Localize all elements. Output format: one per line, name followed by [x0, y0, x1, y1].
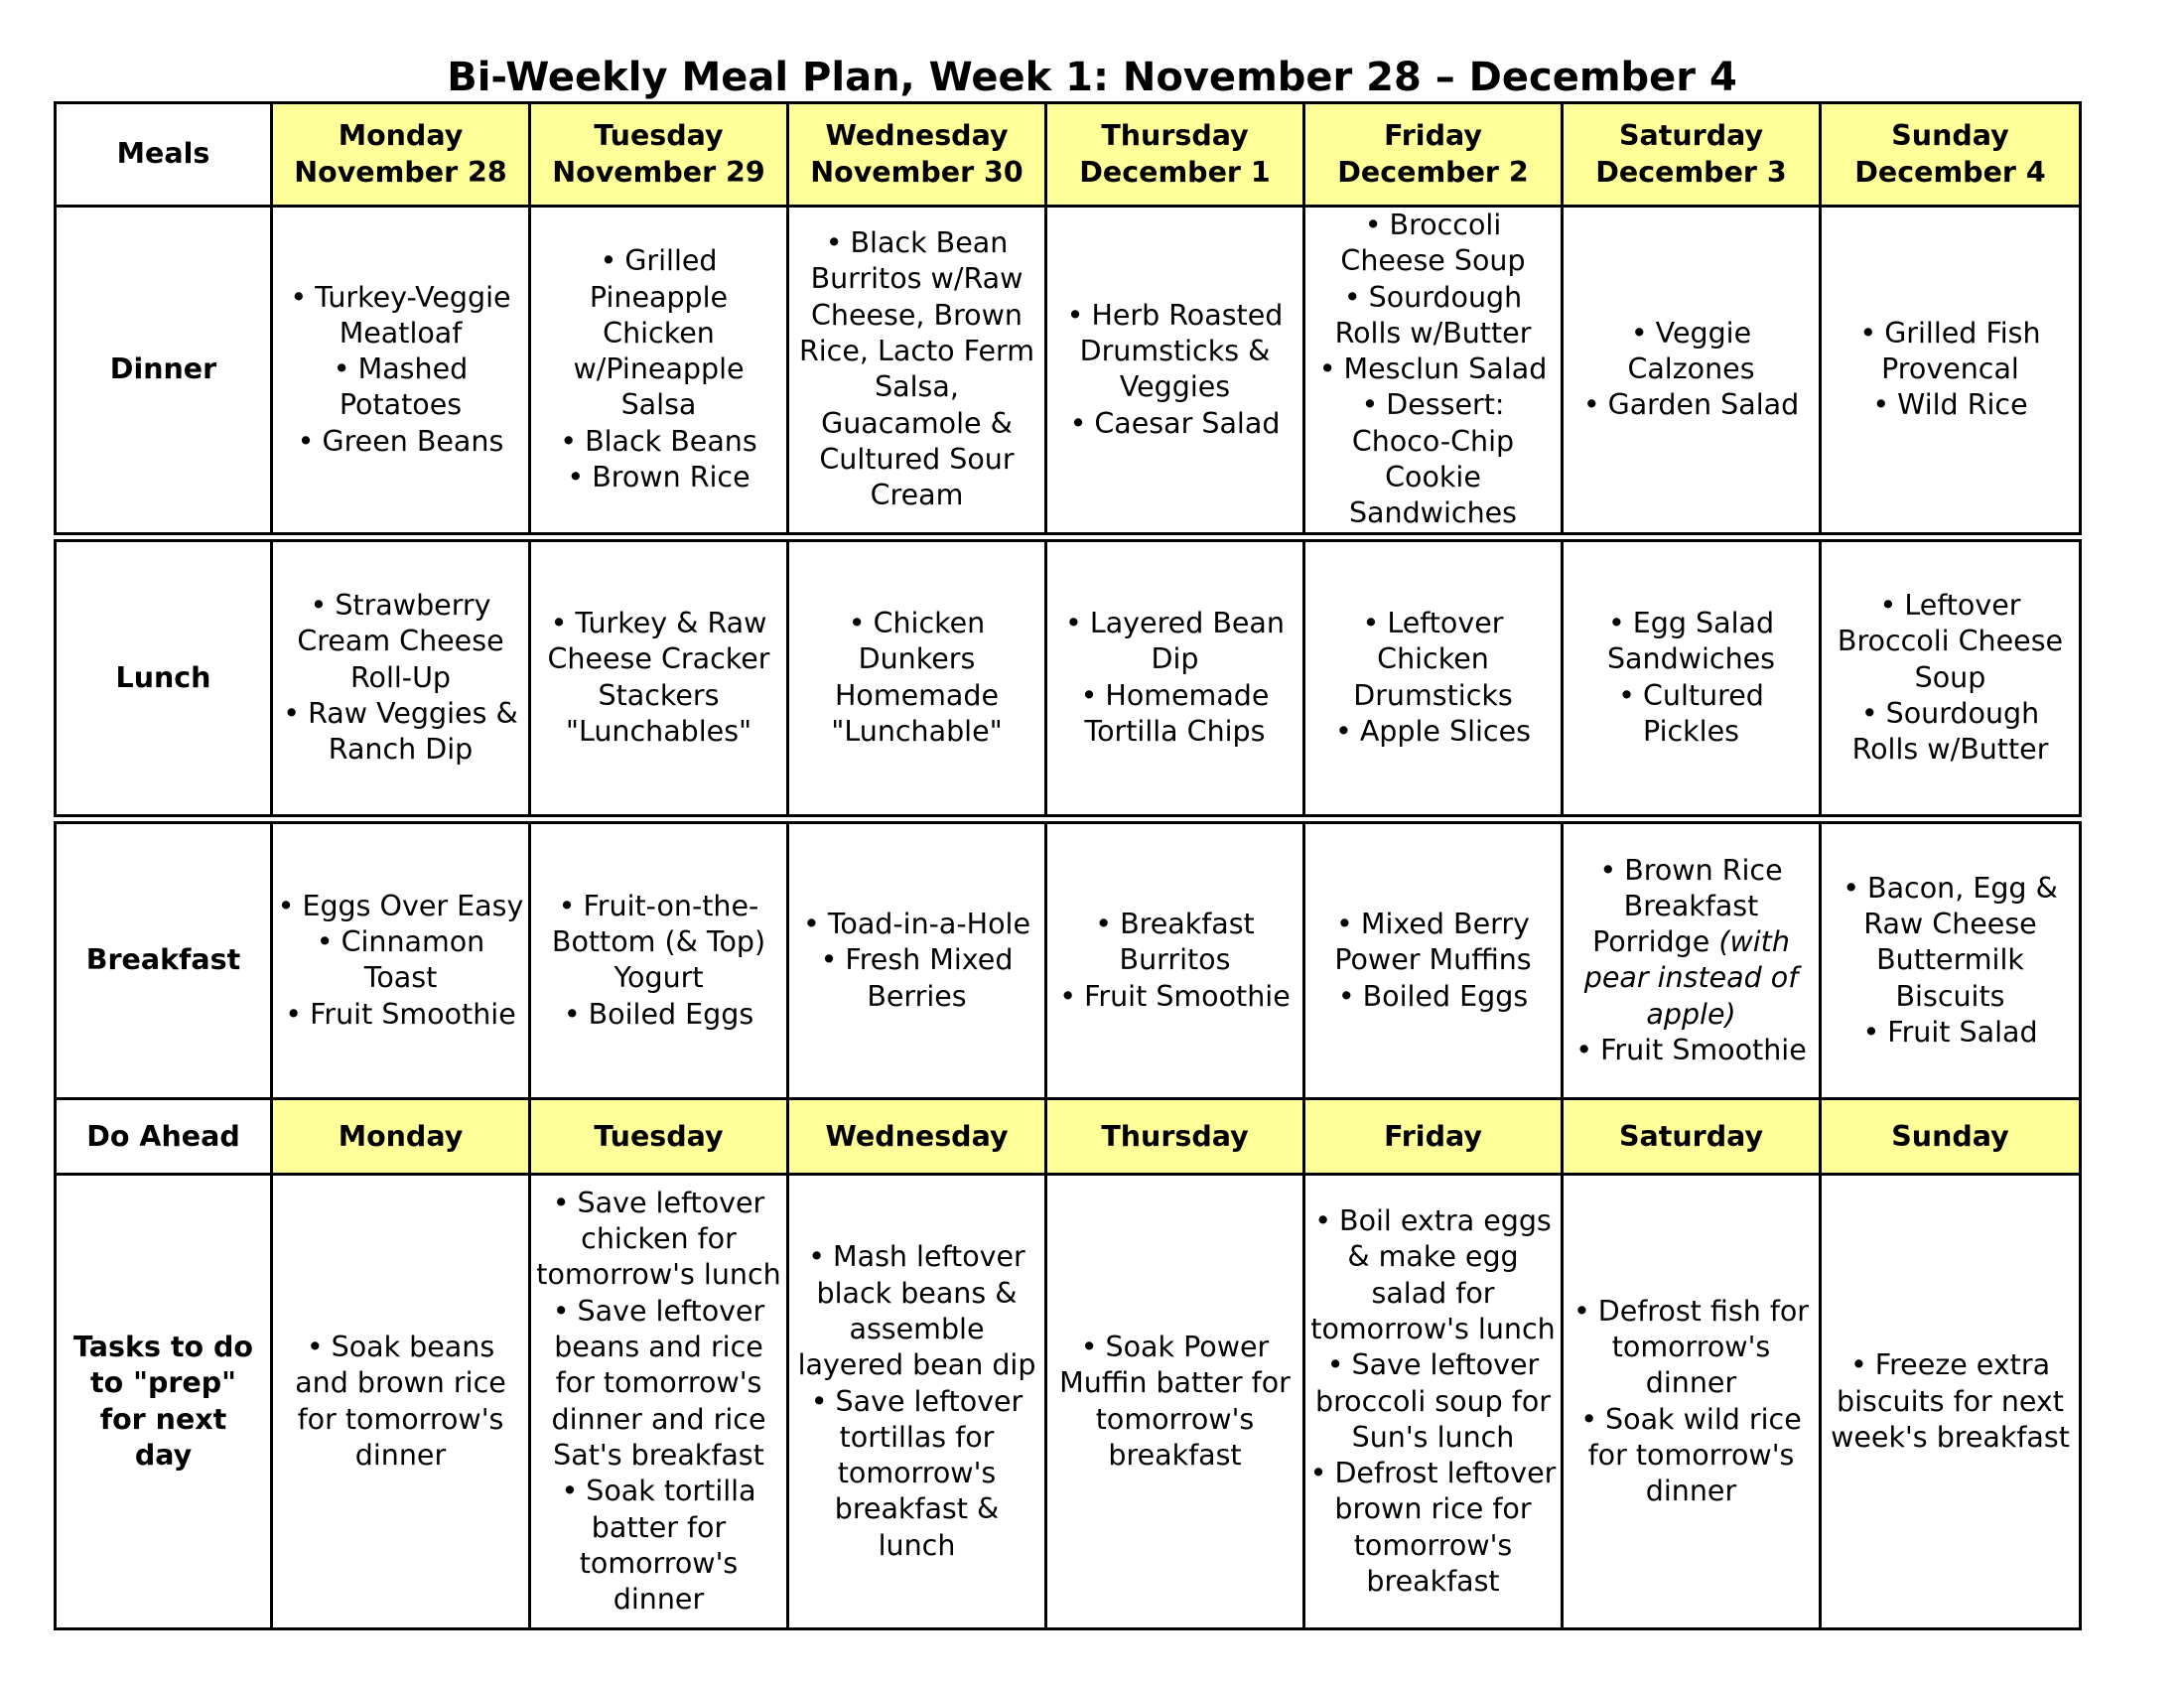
- item-text: Herb Roasted Drumsticks & Veggies: [1079, 298, 1284, 404]
- meal-item: [535, 243, 782, 423]
- bullet-icon: •: [1582, 388, 1600, 422]
- item-text: Defrost leftover brown rice for tomorrow's breakfast: [1334, 1457, 1557, 1598]
- task-item: [535, 1474, 782, 1618]
- meal-cell: [1821, 819, 2081, 1099]
- meal-item: [1309, 280, 1557, 352]
- day-name: Sunday: [1891, 119, 2009, 153]
- item-text: Brown Rice Breakfast Porridge: [1592, 853, 1783, 959]
- cell-content: [789, 225, 1044, 513]
- bullet-icon: •: [1872, 388, 1890, 422]
- day-header: [788, 103, 1046, 207]
- bullet-icon: •: [558, 889, 576, 922]
- item-text: Sourdough Rolls w/Butter: [1851, 696, 2049, 767]
- item-text: Mash leftover black beans & assemble layered bean dip: [797, 1240, 1036, 1382]
- item-text: Raw Veggies & Ranch Dip: [308, 696, 518, 767]
- item-text: Grilled Fish Provencal: [1881, 316, 2041, 386]
- bullet-icon: •: [290, 280, 308, 314]
- task-item: [1309, 1456, 1557, 1600]
- meal-item: [535, 606, 782, 750]
- item-text: Fresh Mixed Berries: [845, 943, 1014, 1013]
- item-text: Wild Rice: [1897, 388, 2028, 422]
- bullet-icon: •: [310, 588, 328, 622]
- meal-item: [277, 280, 524, 352]
- item-text: Fruit Smoothie: [1600, 1034, 1807, 1067]
- meal-cell: [788, 537, 1046, 819]
- cell-content: [1305, 606, 1561, 750]
- item-text: Soak beans and brown rice for tomorrow's dinner: [295, 1331, 506, 1472]
- meal-item: [1826, 1015, 2075, 1051]
- item-text: Boiled Eggs: [1362, 979, 1529, 1013]
- item-text: Defrost fish for tomorrow's dinner: [1597, 1294, 1810, 1400]
- bullet-icon: •: [1859, 316, 1877, 350]
- item-text: Caesar Salad: [1094, 406, 1281, 440]
- day-date: December 4: [1854, 155, 2046, 189]
- meal-item: [1309, 387, 1557, 531]
- cell-content: [1564, 1294, 1819, 1510]
- bullet-icon: •: [1080, 678, 1098, 712]
- task-item: [535, 1186, 782, 1294]
- item-text: Chicken Dunkers Homemade "Lunchable": [831, 607, 1003, 748]
- cell-content: [1047, 298, 1302, 442]
- day-name: Friday: [1384, 119, 1482, 153]
- bullet-icon: •: [550, 607, 568, 640]
- item-text: Sourdough Rolls w/Butter: [1334, 280, 1532, 350]
- bullet-icon: •: [567, 461, 585, 494]
- meal-cell: [272, 207, 530, 537]
- do-ahead-day: Friday: [1304, 1099, 1563, 1175]
- bullet-icon: •: [1575, 1034, 1593, 1067]
- meal-cell: [1563, 207, 1821, 537]
- item-text: Save leftover chicken for tomorrow's lunch: [536, 1186, 781, 1292]
- cell-content: [789, 907, 1044, 1015]
- meal-item: [793, 942, 1040, 1015]
- item-text: Eggs Over Easy: [302, 889, 524, 922]
- task-item: [535, 1294, 782, 1474]
- item-text: Fruit Smoothie: [1084, 979, 1291, 1013]
- cell-content: [531, 606, 786, 750]
- bullet-icon: •: [1336, 907, 1353, 940]
- meal-item: [1568, 606, 1815, 678]
- bullet-icon: •: [1599, 853, 1617, 887]
- meal-item: [535, 997, 782, 1033]
- cell-content: [1047, 907, 1302, 1015]
- meal-cell: [1304, 207, 1563, 537]
- bullet-icon: •: [1066, 298, 1084, 332]
- cell-content: [1047, 606, 1302, 750]
- cell-content: [531, 889, 786, 1033]
- date-header-row: [56, 103, 2081, 207]
- meal-item: [277, 997, 524, 1033]
- day-header: [1563, 103, 1821, 207]
- task-cell: [272, 1175, 530, 1629]
- meal-cell: [1046, 819, 1304, 1099]
- meal-item: [1309, 208, 1557, 280]
- day-name: Wednesday: [825, 119, 1009, 153]
- cell-content: [531, 243, 786, 495]
- item-text: Apple Slices: [1359, 714, 1531, 748]
- item-text: Mesclun Salad: [1343, 352, 1548, 386]
- meal-item: [277, 924, 524, 997]
- item-text: Boiled Eggs: [588, 997, 754, 1031]
- item-note: (with pear instead of apple): [1583, 925, 1799, 1031]
- cell-content: [1822, 588, 2079, 768]
- day-name: Thursday: [1101, 119, 1249, 153]
- day-header: [1304, 103, 1563, 207]
- meal-cell: [1304, 819, 1563, 1099]
- item-text: Soak tortilla batter for tomorrow's dinner: [579, 1475, 756, 1617]
- item-text: Soak wild rice for tomorrow's dinner: [1587, 1402, 1802, 1508]
- dinner-label: Dinner: [56, 207, 272, 537]
- do-ahead-day: Sunday: [1821, 1099, 2081, 1175]
- task-cell: [788, 1175, 1046, 1629]
- item-text: Veggie Calzones: [1627, 316, 1755, 386]
- meal-item: [1309, 352, 1557, 387]
- meal-item: [1826, 588, 2075, 696]
- meal-item: [535, 424, 782, 460]
- meal-item: [1568, 316, 1815, 388]
- cell-content: [1822, 871, 2079, 1051]
- day-date: December 2: [1337, 155, 1529, 189]
- item-text: Cinnamon Toast: [341, 925, 485, 995]
- day-date: November 30: [810, 155, 1024, 189]
- meal-cell: [530, 819, 788, 1099]
- bullet-icon: •: [808, 1240, 826, 1274]
- item-text: Breakfast Burritos: [1119, 907, 1255, 977]
- day-header: [272, 103, 530, 207]
- meal-item: [1826, 871, 2075, 1015]
- meal-item: [535, 460, 782, 495]
- bullet-icon: •: [1364, 209, 1382, 241]
- dinner-row: [56, 207, 2081, 537]
- meal-cell: [1304, 537, 1563, 819]
- bullet-icon: •: [563, 997, 581, 1031]
- day-date: December 3: [1595, 155, 1787, 189]
- item-text: Boil extra eggs & make egg salad for tomorrow's lunch: [1310, 1204, 1556, 1345]
- cell-content: [1047, 1330, 1302, 1474]
- tasks-row: [56, 1175, 2081, 1629]
- bullet-icon: •: [1059, 979, 1077, 1013]
- meal-cell: [1821, 537, 2081, 819]
- meal-item: [1568, 853, 1815, 1033]
- meal-cell: [530, 537, 788, 819]
- meal-item: [1051, 678, 1298, 751]
- item-text: Fruit-on-the-Bottom (& Top) Yogurt: [551, 889, 766, 995]
- meal-item: [1568, 678, 1815, 751]
- day-header: [1821, 103, 2081, 207]
- item-text: Save leftover tortillas for tomorrow's breakfast & lunch: [834, 1384, 1024, 1562]
- bullet-icon: •: [1318, 352, 1336, 386]
- tasks-label: Tasks to do to "prep" for next day: [56, 1175, 272, 1629]
- bullet-icon: •: [1862, 1015, 1880, 1049]
- bullet-icon: •: [1361, 388, 1379, 422]
- bullet-icon: •: [1065, 607, 1082, 640]
- item-text: Turkey-Veggie Meatloaf: [315, 280, 511, 350]
- bullet-icon: •: [552, 1186, 570, 1219]
- meal-cell: [272, 537, 530, 819]
- bullet-icon: •: [1335, 714, 1352, 748]
- cell-content: [1305, 208, 1561, 532]
- bullet-icon: •: [1326, 1348, 1344, 1382]
- bullet-icon: •: [1343, 280, 1361, 314]
- bullet-icon: •: [810, 1384, 828, 1418]
- bullet-icon: •: [848, 607, 866, 640]
- task-cell: [1304, 1175, 1563, 1629]
- meal-item: [277, 889, 524, 924]
- breakfast-label: Breakfast: [56, 819, 272, 1099]
- item-text: Fruit Salad: [1887, 1015, 2038, 1049]
- task-cell: [1821, 1175, 2081, 1629]
- meal-item: [793, 606, 1040, 750]
- bullet-icon: •: [820, 943, 838, 977]
- do-ahead-day: Monday: [272, 1099, 530, 1175]
- bullet-icon: •: [333, 352, 350, 386]
- bullet-icon: •: [1580, 1402, 1598, 1436]
- meal-cell: [788, 819, 1046, 1099]
- bullet-icon: •: [1069, 406, 1087, 440]
- cell-content: [273, 588, 528, 768]
- bullet-icon: •: [1879, 588, 1897, 622]
- do-ahead-day: Saturday: [1563, 1099, 1821, 1175]
- item-text: Save leftover beans and rice for tomorrow's dinner and rice Sat's breakfast: [551, 1294, 766, 1472]
- task-item: [1568, 1294, 1815, 1402]
- meal-item: [1309, 714, 1557, 750]
- day-header: [530, 103, 788, 207]
- meal-item: [1051, 979, 1298, 1015]
- day-date: November 28: [294, 155, 507, 189]
- cell-content: [1564, 606, 1819, 750]
- task-cell: [1046, 1175, 1304, 1629]
- meal-cell: [1563, 537, 1821, 819]
- item-text: Freeze extra biscuits for next week's breakfast: [1831, 1348, 2070, 1454]
- cell-content: [1305, 1203, 1561, 1600]
- bullet-icon: •: [1618, 678, 1635, 712]
- task-item: [1826, 1347, 2075, 1456]
- task-item: [793, 1239, 1040, 1383]
- item-text: Dessert: Choco-Chip Cookie Sandwiches: [1348, 388, 1518, 530]
- item-text: Mashed Potatoes: [339, 352, 469, 422]
- day-name: Saturday: [1618, 119, 1764, 153]
- item-text: Mixed Berry Power Muffins: [1334, 907, 1532, 977]
- bullet-icon: •: [1309, 1457, 1327, 1490]
- cell-content: [1305, 907, 1561, 1015]
- item-text: Garden Salad: [1607, 388, 1800, 422]
- item-text: Brown Rice: [592, 461, 751, 494]
- meal-item: [1051, 606, 1298, 678]
- meal-item: [277, 424, 524, 460]
- meal-item: [793, 225, 1040, 513]
- do-ahead-label: Do Ahead: [56, 1099, 272, 1175]
- lunch-label: Lunch: [56, 537, 272, 819]
- cell-content: [1564, 853, 1819, 1069]
- bullet-icon: •: [825, 226, 843, 260]
- meal-cell: [1821, 207, 2081, 537]
- bullet-icon: •: [283, 696, 301, 730]
- meal-cell: [1046, 537, 1304, 819]
- task-item: [1309, 1347, 1557, 1456]
- bullet-icon: •: [1607, 607, 1625, 640]
- meal-item: [277, 588, 524, 696]
- item-text: Turkey & Raw Cheese Cracker Stackers "Lunchables": [547, 607, 770, 748]
- do-ahead-header-row: [56, 1099, 2081, 1175]
- bullet-icon: •: [1630, 316, 1648, 350]
- item-text: Toad-in-a-Hole: [827, 907, 1030, 940]
- bullet-icon: •: [1849, 1348, 1867, 1382]
- meal-item: [277, 696, 524, 769]
- day-name: Tuesday: [594, 119, 724, 153]
- meal-plan-table: [54, 101, 2082, 1630]
- item-text: Save leftover broccoli soup for Sun's lunch: [1315, 1348, 1551, 1454]
- bullet-icon: •: [1860, 696, 1878, 730]
- meal-item: [1051, 406, 1298, 442]
- meal-item: [1826, 387, 2075, 423]
- item-text: Strawberry Cream Cheese Roll-Up: [297, 588, 504, 694]
- meal-item: [1826, 696, 2075, 769]
- cell-content: [1564, 316, 1819, 424]
- item-text: Black Beans: [585, 424, 757, 458]
- bullet-icon: •: [560, 424, 578, 458]
- meal-item: [793, 907, 1040, 942]
- item-text: Soak Power Muffin batter for tomorrow's breakfast: [1059, 1331, 1291, 1472]
- meal-item: [535, 889, 782, 997]
- bullet-icon: •: [561, 1475, 579, 1508]
- lunch-row: [56, 537, 2081, 819]
- cell-content: [273, 889, 528, 1033]
- meal-item: [1309, 606, 1557, 714]
- item-text: Bacon, Egg & Raw Cheese Buttermilk Biscuits: [1863, 871, 2058, 1013]
- item-text: Homemade Tortilla Chips: [1084, 678, 1270, 748]
- bullet-icon: •: [552, 1294, 570, 1328]
- cell-content: [1822, 316, 2079, 424]
- task-cell: [530, 1175, 788, 1629]
- bullet-icon: •: [285, 997, 303, 1031]
- meal-item: [277, 352, 524, 424]
- bullet-icon: •: [803, 907, 820, 940]
- meal-cell: [530, 207, 788, 537]
- item-text: Green Beans: [322, 424, 504, 458]
- item-text: Leftover Broccoli Cheese Soup: [1837, 588, 2064, 694]
- task-item: [1051, 1330, 1298, 1474]
- bullet-icon: •: [1362, 607, 1380, 640]
- cell-content: [789, 606, 1044, 750]
- item-text: Black Bean Burritos w/Raw Cheese, Brown Rice, Lacto Ferm Salsa, Guacamole & Cultured Sour Cream: [798, 226, 1035, 512]
- meal-item: [1568, 387, 1815, 423]
- item-text: Broccoli Cheese Soup: [1340, 209, 1526, 278]
- bullet-icon: •: [1095, 907, 1113, 940]
- meal-cell: [272, 819, 530, 1099]
- day-date: December 1: [1079, 155, 1271, 189]
- meal-item: [1826, 316, 2075, 388]
- item-text: Leftover Chicken Drumsticks: [1353, 607, 1513, 712]
- do-ahead-day: Tuesday: [530, 1099, 788, 1175]
- item-text: Fruit Smoothie: [310, 997, 516, 1031]
- task-item: [1568, 1402, 1815, 1510]
- bullet-icon: •: [277, 889, 295, 922]
- bullet-icon: •: [1337, 979, 1355, 1013]
- item-text: Cultured Pickles: [1642, 678, 1764, 748]
- page-title: Bi-Weekly Meal Plan, Week 1: November 28 – December 4: [447, 55, 1737, 100]
- cell-content: [273, 280, 528, 460]
- do-ahead-day: Wednesday: [788, 1099, 1046, 1175]
- item-text: Egg Salad Sandwiches: [1606, 607, 1776, 676]
- meal-item: [1309, 907, 1557, 979]
- breakfast-row: [56, 819, 2081, 1099]
- meal-cell: [1563, 819, 1821, 1099]
- day-header: [1046, 103, 1304, 207]
- meal-item: [1051, 298, 1298, 406]
- bullet-icon: •: [1080, 1331, 1098, 1364]
- cell-content: [531, 1186, 786, 1618]
- bullet-icon: •: [316, 925, 334, 959]
- do-ahead-day: Thursday: [1046, 1099, 1304, 1175]
- bullet-icon: •: [600, 244, 617, 278]
- bullet-icon: •: [306, 1331, 324, 1364]
- bullet-icon: •: [1843, 871, 1860, 905]
- item-text: Grilled Pineapple Chicken w/Pineapple Salsa: [573, 244, 745, 422]
- bullet-icon: •: [1314, 1204, 1332, 1238]
- bullet-icon: •: [297, 424, 315, 458]
- item-text: Layered Bean Dip: [1089, 607, 1285, 676]
- task-item: [1309, 1203, 1557, 1347]
- meal-item: [1051, 907, 1298, 979]
- task-cell: [1563, 1175, 1821, 1629]
- meal-cell: [1046, 207, 1304, 537]
- task-item: [277, 1330, 524, 1474]
- day-date: November 29: [552, 155, 765, 189]
- meals-label: Meals: [56, 103, 272, 207]
- cell-content: [1822, 1347, 2079, 1456]
- meal-item: [1309, 979, 1557, 1015]
- cell-content: [789, 1239, 1044, 1564]
- day-name: Monday: [338, 119, 464, 153]
- task-item: [793, 1384, 1040, 1564]
- bullet-icon: •: [1572, 1294, 1590, 1328]
- cell-content: [273, 1330, 528, 1474]
- meal-cell: [788, 207, 1046, 537]
- meal-item: [1568, 1033, 1815, 1068]
